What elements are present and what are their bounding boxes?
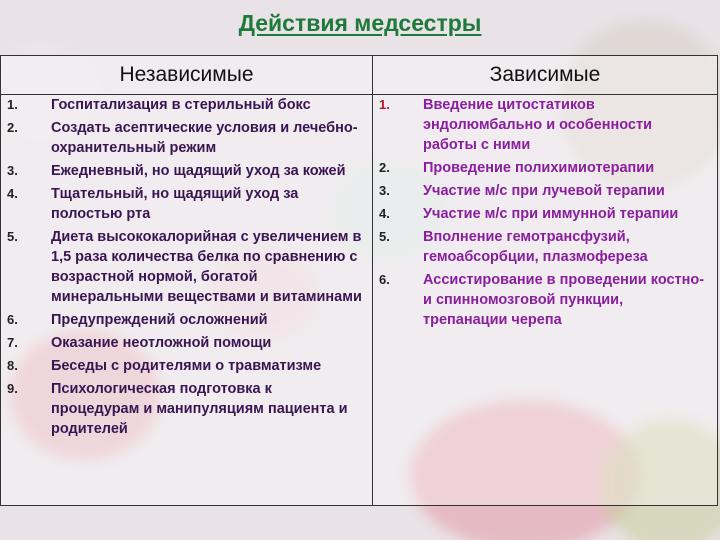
item-text: Предупреждений осложнений	[51, 312, 268, 328]
item-number: 1.	[7, 97, 18, 112]
item-number: 8.	[7, 358, 18, 373]
item-text: Госпитализация в стерильный бокс	[51, 97, 311, 113]
list-item	[7, 95, 364, 115]
item-number: 4.	[7, 186, 18, 201]
item-text: Участие м/с при иммунной терапии	[423, 206, 679, 222]
item-text: Вполнение гемотрансфузий, гемоабсорбции, плазмофереза	[423, 229, 648, 265]
item-number: 3.	[379, 183, 390, 198]
list-item	[379, 158, 709, 178]
item-number: 5.	[379, 229, 390, 244]
item-number: 7.	[7, 335, 18, 350]
list-item	[7, 184, 364, 224]
dependent-column	[373, 95, 718, 506]
list-item	[7, 356, 364, 376]
item-text: Введение цитостатиков эндолюмбально и особенности работы с ними	[423, 97, 653, 153]
independent-header: Независимые	[1, 56, 373, 95]
list-item	[7, 118, 364, 158]
independent-list	[1, 95, 372, 439]
list-item	[379, 270, 709, 330]
item-number: 2.	[7, 120, 18, 135]
item-number: 5.	[7, 229, 18, 244]
item-text: Создать асептические условия и лечебно-охранительный режим	[51, 120, 358, 156]
list-item	[7, 379, 364, 439]
list-item	[7, 227, 364, 307]
item-number: 9.	[7, 381, 18, 396]
item-number: 3.	[7, 163, 18, 178]
item-text: Психологическая подготовка к процедурам и манипуляциям пациента и родителей	[51, 381, 348, 437]
item-number: 1.	[379, 97, 390, 112]
item-text: Ежедневный, но щадящий уход за кожей	[51, 163, 346, 179]
item-text: Ассистирование в проведении костно- и спинномозговой пункции, трепанации черепа	[423, 272, 705, 328]
list-item	[7, 310, 364, 330]
item-number: 6.	[379, 272, 390, 287]
item-text: Беседы с родителями о травматизме	[51, 358, 322, 374]
slide-title: Действия медсестры	[238, 10, 482, 36]
dependent-header: Зависимые	[373, 56, 718, 95]
list-item	[379, 181, 709, 201]
dependent-list	[373, 95, 717, 330]
item-number: 2.	[379, 160, 390, 175]
item-number: 4.	[379, 206, 390, 221]
item-number: 6.	[7, 312, 18, 327]
item-text: Участие м/с при лучевой терапии	[423, 183, 665, 199]
list-item	[7, 333, 364, 353]
item-text: Проведение полихимиотерапии	[423, 160, 655, 176]
list-item	[7, 161, 364, 181]
independent-column	[1, 95, 373, 506]
item-text: Оказание неотложной помощи	[51, 335, 272, 351]
list-item	[379, 227, 709, 267]
actions-table	[0, 55, 718, 506]
item-text: Тщательный, но щадящий уход за полостью рта	[51, 186, 299, 222]
list-item	[379, 95, 709, 155]
list-item	[379, 204, 709, 224]
item-text: Диета высококалорийная с увеличением в 1,5 раза количества белка по сравнению с возрастной нормой, богатой минеральными веществами и витаминами	[51, 229, 362, 305]
